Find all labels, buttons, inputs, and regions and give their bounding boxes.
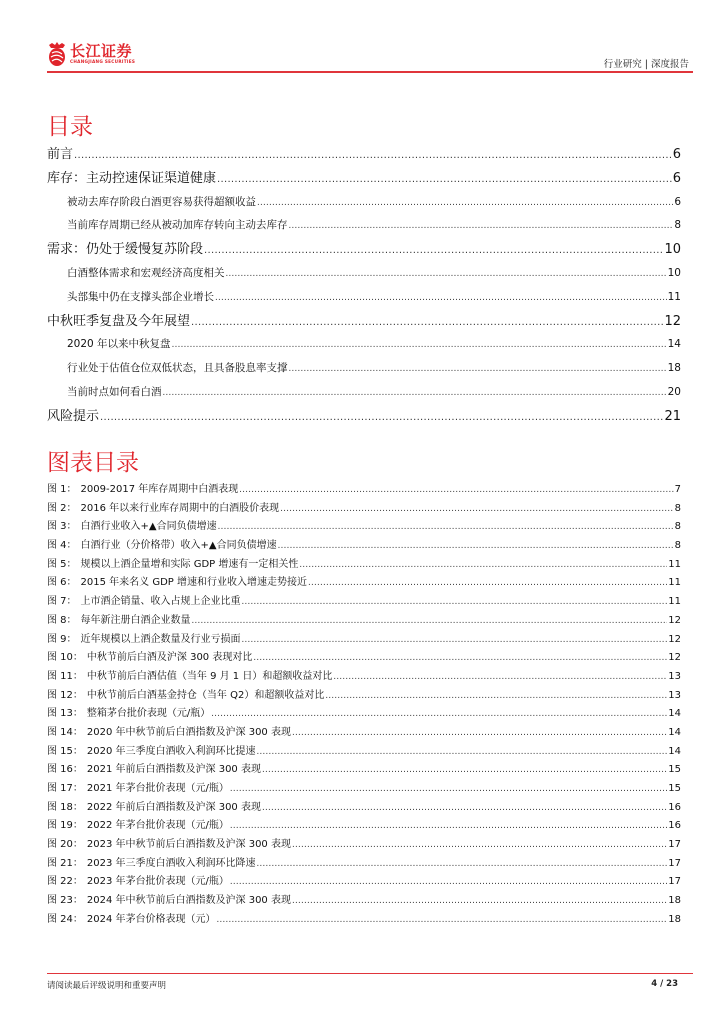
figure-page: 17 [668, 839, 681, 851]
page-header [47, 40, 693, 74]
figure-title: 2023 年中秋节前后白酒指数及沪深 300 表现 [86, 839, 291, 851]
leader-dots [262, 761, 667, 780]
leader-dots [292, 892, 667, 911]
leader-dots [278, 537, 674, 556]
figure-entry[interactable] [47, 593, 681, 612]
page-number: 4 / 23 [651, 979, 678, 989]
toc-subentry[interactable] [47, 191, 681, 215]
figure-title: 2020 年中秋节前后白酒指数及沪深 300 表现 [86, 726, 291, 738]
figure-label: 图 23： [47, 895, 83, 907]
toc-entry-page: 6 [672, 147, 681, 162]
leader-dots [163, 382, 667, 406]
leader-dots [299, 556, 667, 575]
toc-entry[interactable] [47, 405, 681, 429]
toc-entry-title: 需求：仍处于缓慢复苏阶段 [47, 242, 204, 258]
figure-entry[interactable] [47, 668, 681, 687]
leader-dots [230, 780, 667, 799]
figure-title: 每年新注册白酒企业数量 [80, 614, 191, 626]
figure-entry[interactable] [47, 500, 681, 519]
leader-dots [217, 168, 672, 192]
logo-emblem-icon [47, 41, 67, 67]
figure-title: 2023 年茅台批价表现（元/瓶） [86, 876, 229, 888]
figure-page: 16 [668, 820, 681, 832]
list-of-figures [47, 481, 681, 930]
figure-entry[interactable] [47, 612, 681, 631]
figure-label: 图 14： [47, 726, 83, 738]
figure-page: 17 [668, 857, 681, 869]
figure-entry[interactable] [47, 743, 681, 762]
figure-page: 8 [674, 521, 681, 533]
figure-title: 整箱茅台批价表现（元/瓶） [86, 708, 211, 720]
figure-entry[interactable] [47, 518, 681, 537]
figure-page: 15 [668, 764, 681, 776]
figure-page: 7 [674, 484, 681, 495]
leader-dots [253, 649, 667, 668]
toc-subentry[interactable] [47, 262, 681, 286]
figure-page: 17 [668, 876, 681, 888]
figure-entry[interactable] [47, 574, 681, 593]
leader-dots [215, 287, 667, 311]
figure-label: 图 9： [47, 633, 77, 645]
figure-title: 2021 年茅台批价表现（元/瓶） [86, 783, 229, 794]
toc-subentry[interactable] [47, 357, 681, 381]
leader-dots [192, 612, 668, 631]
leader-dots [289, 358, 667, 382]
leader-dots [262, 799, 667, 818]
leader-dots [257, 743, 668, 762]
toc-entry-title: 当前时点如何看白酒 [67, 385, 162, 398]
figures-title: 图表目录 [47, 450, 139, 476]
logo-english-name: CHANGJIANG SECURITIES [70, 59, 136, 64]
toc-entry-page: 20 [667, 385, 681, 398]
figure-page: 18 [668, 895, 681, 907]
leader-dots [325, 687, 667, 706]
figure-entry[interactable] [47, 892, 681, 911]
leader-dots [74, 144, 672, 168]
figure-label: 图 7： [47, 596, 77, 608]
figure-label: 图 10： [47, 652, 83, 664]
figure-entry[interactable] [47, 705, 681, 724]
toc-subentry[interactable] [47, 381, 681, 405]
leader-dots [230, 873, 667, 892]
figure-title: 2022 年茅台批价表现（元/瓶） [86, 820, 229, 832]
leader-dots [230, 817, 667, 836]
figure-entry[interactable] [47, 481, 681, 500]
figure-entry[interactable] [47, 649, 681, 668]
figure-label: 图 21： [47, 857, 83, 869]
leader-dots [308, 574, 667, 593]
figure-label: 图 20： [47, 839, 83, 851]
toc-entry-title: 头部集中仍在支撑头部企业增长 [67, 290, 214, 303]
figure-label: 图 22： [47, 876, 83, 888]
report-category: 行业研究 | 深度报告 [603, 59, 689, 70]
figure-title: 2016 年以来行业库存周期中的白酒股价表现 [80, 502, 280, 514]
figure-entry[interactable] [47, 817, 681, 836]
figure-title: 2015 年来名义 GDP 增速和行业收入增速走势接近 [80, 577, 308, 589]
figure-entry[interactable] [47, 631, 681, 650]
leader-dots [217, 911, 668, 930]
toc-entry-page: 8 [674, 219, 681, 232]
figure-label: 图 2： [47, 502, 77, 514]
figure-page: 18 [668, 913, 681, 925]
leader-dots [239, 481, 673, 500]
figure-label: 图 5： [47, 558, 77, 570]
toc-entry-title: 前言 [47, 147, 74, 162]
leader-dots [257, 855, 668, 874]
figure-entry[interactable] [47, 537, 681, 556]
toc-entry-title: 库存：主动控速保证渠道健康 [47, 170, 217, 186]
figure-page: 14 [668, 745, 681, 757]
leader-dots [257, 192, 673, 216]
figure-page: 11 [668, 558, 681, 570]
leader-dots [204, 239, 663, 263]
figure-entry[interactable] [47, 799, 681, 818]
toc-entry-title: 中秋旺季复盘及今年展望 [47, 313, 191, 329]
figure-page: 14 [668, 726, 681, 738]
leader-dots [100, 406, 663, 430]
leader-dots [280, 500, 673, 519]
leader-dots [289, 215, 674, 239]
toc-subentry[interactable] [47, 286, 681, 310]
figure-entry[interactable] [47, 687, 681, 706]
figure-entry[interactable] [47, 761, 681, 780]
leader-dots [333, 668, 667, 687]
figure-label: 图 6： [47, 577, 77, 589]
footer-divider [47, 973, 693, 974]
figure-entry[interactable] [47, 873, 681, 892]
figure-entry[interactable] [47, 855, 681, 874]
figure-title: 2023 年三季度白酒收入利润环比降速 [86, 857, 256, 869]
figure-entry[interactable] [47, 836, 681, 855]
figure-label: 图 16： [47, 764, 83, 776]
toc-entry-page: 12 [664, 313, 681, 329]
figure-label: 图 12： [47, 689, 83, 701]
toc-entry-page: 18 [667, 362, 681, 375]
figure-entry[interactable] [47, 911, 681, 930]
leader-dots [226, 263, 667, 287]
toc-entry-title: 风险提示 [47, 408, 100, 424]
toc-entry-page: 11 [667, 290, 681, 303]
toc-entry-page: 10 [667, 266, 681, 279]
figure-label: 图 8： [47, 614, 77, 626]
toc-entry-title: 被动去库存阶段白酒更容易获得超额收益 [67, 195, 256, 208]
table-of-contents [47, 143, 681, 429]
leader-dots [191, 311, 663, 335]
figure-label: 图 15： [47, 745, 83, 757]
figure-page: 12 [668, 614, 681, 626]
toc-entry-title: 行业处于估值仓位双低状态，且具备股息率支撑 [67, 362, 288, 375]
figure-label: 图 13： [47, 708, 83, 720]
figure-page: 11 [668, 596, 681, 608]
toc-entry-page: 6 [672, 170, 681, 186]
toc-entry-page: 14 [667, 338, 681, 351]
toc-entry-page: 21 [664, 408, 681, 424]
toc-title: 目录 [47, 114, 93, 140]
leader-dots [292, 724, 667, 743]
leader-dots [211, 705, 667, 724]
figure-page: 15 [668, 783, 681, 794]
toc-subentry[interactable] [47, 333, 681, 357]
figure-page: 8 [674, 540, 681, 552]
toc-entry-title: 当前库存周期已经从被动加库存转向主动去库存 [67, 219, 288, 232]
leader-dots [218, 518, 674, 537]
figure-title: 2009-2017 年库存周期中白酒表现 [80, 484, 239, 495]
figure-title: 2022 年前后白酒指数及沪深 300 表现 [86, 801, 261, 813]
figure-label: 图 11： [47, 670, 83, 682]
company-logo [47, 40, 135, 68]
figure-title: 白酒行业（分价格带）收入+▲合同负债增速 [80, 540, 277, 552]
toc-entry-page: 6 [674, 195, 681, 208]
toc-entry[interactable] [47, 238, 681, 262]
figure-page: 8 [674, 502, 681, 514]
leader-dots [242, 631, 668, 650]
figure-label: 图 4： [47, 540, 77, 552]
logo-chinese-name: 长江证券 [70, 42, 133, 60]
figure-title: 2024 年茅台价格表现（元） [86, 913, 216, 925]
figure-page: 11 [668, 577, 681, 589]
figure-title: 2020 年三季度白酒收入利润环比提速 [86, 745, 256, 757]
toc-entry-title: 白酒整体需求和宏观经济高度相关 [67, 266, 225, 279]
figure-label: 图 1： [47, 484, 77, 495]
figure-page: 12 [668, 652, 681, 664]
toc-entry[interactable] [47, 167, 681, 191]
leader-dots [242, 593, 668, 612]
figure-label: 图 17： [47, 783, 83, 794]
toc-entry-page: 10 [664, 242, 681, 258]
leader-dots [292, 836, 667, 855]
figure-title: 规模以上酒企量增和实际 GDP 增速有一定相关性 [80, 558, 299, 570]
figure-label: 图 18： [47, 801, 83, 813]
figure-title: 2024 年中秋节前后白酒指数及沪深 300 表现 [86, 895, 291, 907]
toc-subentry[interactable] [47, 214, 681, 238]
header-divider [47, 71, 693, 73]
toc-entry[interactable] [47, 143, 681, 167]
figure-title: 中秋节前后白酒及沪深 300 表现对比 [86, 652, 253, 664]
figure-page: 14 [668, 708, 681, 720]
figure-page: 12 [668, 633, 681, 645]
figure-label: 图 3： [47, 521, 77, 533]
toc-entry[interactable] [47, 310, 681, 334]
figure-title: 上市酒企销量、收入占规上企业比重 [80, 596, 241, 608]
figure-title: 中秋节前后白酒基金持仓（当年 Q2）和超额收益对比 [86, 689, 325, 701]
figure-title: 白酒行业收入+▲合同负债增速 [80, 521, 217, 533]
figure-label: 图 24： [47, 913, 83, 925]
toc-entry-title: 2020 年以来中秋复盘 [67, 338, 171, 351]
leader-dots [172, 334, 667, 358]
figure-title: 近年规模以上酒企数量及行业亏损面 [80, 633, 241, 645]
figure-page: 16 [668, 801, 681, 813]
figure-title: 中秋节前后白酒估值（当年 9 月 1 日）和超额收益对比 [86, 670, 333, 682]
figure-entry[interactable] [47, 724, 681, 743]
figure-entry[interactable] [47, 556, 681, 575]
figure-entry[interactable] [47, 780, 681, 799]
figure-label: 图 19： [47, 820, 83, 832]
footer-disclaimer: 请阅读最后评级说明和重要声明 [47, 981, 167, 991]
figure-page: 13 [668, 670, 681, 682]
figure-title: 2021 年前后白酒指数及沪深 300 表现 [86, 764, 261, 776]
figure-page: 13 [668, 689, 681, 701]
